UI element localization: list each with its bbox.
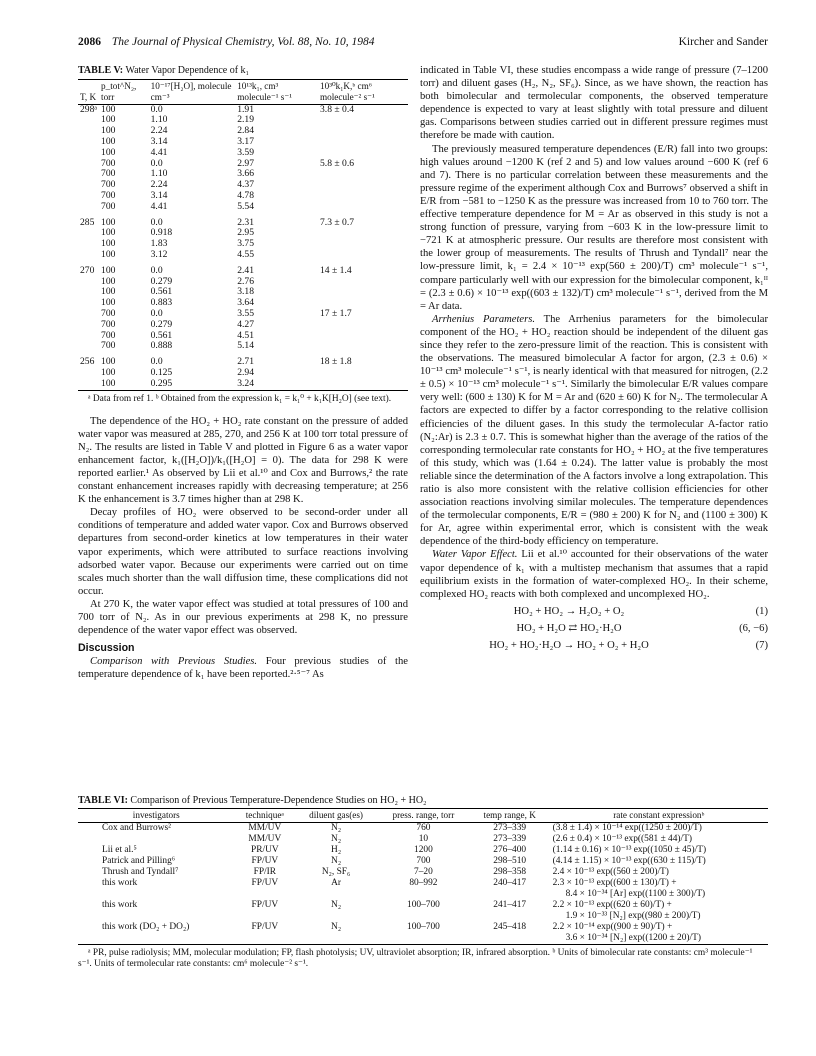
table-row (78, 922, 768, 933)
table6-cell: N₂ (331, 922, 342, 932)
table5-cell: 0.918 (150, 227, 173, 239)
table5-cell: 0.0 (150, 264, 163, 276)
table5-cell: 3.14 (150, 190, 168, 202)
table5-cell (318, 379, 408, 390)
table6-cell: N₂ (331, 900, 342, 910)
table6-cell: this work (DO₂ + DO₂) (102, 922, 190, 932)
table5-cell: 285 (80, 216, 95, 228)
table5-cell (318, 115, 408, 126)
paragraph: Water Vapor Effect. Lii et al.¹⁰ accounted for their observations of the water vapor dependence of k₁ with a multistep mechanism that assumes that a rapid equilibrium exists in the formation of water-complexed HO₂. In their scheme, complexed HO₂ reacts with both complexed and uncomplexed HO₂. (420, 549, 768, 600)
table6-cell: 1.9 × 10⁻³³ [N₂] exp((980 ± 200)/T) (565, 911, 701, 921)
table6-cell: 7–20 (414, 867, 433, 877)
table5-cell (318, 228, 408, 239)
table5-cell: 3.55 (237, 308, 254, 320)
table5-cell: 100 (101, 377, 116, 389)
table5-cell (318, 250, 408, 261)
table6-header-cell: press. range, torr (377, 809, 470, 823)
table5-cell (318, 169, 408, 180)
table6-cell: this work (102, 900, 138, 910)
right-column (420, 64, 768, 656)
table6-cell: 276–400 (493, 845, 527, 855)
table5-cell (78, 320, 99, 331)
paragraph: Comparison with Previous Studies. Four previous studies of the temperature dependence of k₁ have been reported.²·⁵⁻⁷ As (78, 656, 408, 681)
table5-cell: 5.54 (237, 200, 254, 212)
table5-header-cell: 10⁻¹⁷[H₂O], molecule cm⁻³ (149, 80, 236, 105)
equation: HO₂ + HO₂ → H₂O₂ + O₂ (1) (513, 605, 768, 617)
table5-cell (318, 277, 408, 288)
table5-cell: 0.0 (150, 216, 163, 228)
table5-cell: 100 (101, 103, 116, 115)
table6-cell: 298–358 (493, 867, 527, 877)
table-row (78, 213, 408, 229)
table6-cell: FP/UV (251, 856, 279, 866)
table5-cell: 2.19 (237, 114, 254, 126)
table5-cell: 1.10 (150, 114, 168, 126)
table-row (78, 834, 768, 845)
table5-cell: 3.66 (237, 168, 254, 180)
table5-cell: 100 (101, 227, 116, 239)
table6-cell: MM/UV (248, 823, 282, 833)
table5-cell: 0.295 (150, 377, 173, 389)
table6-cell (470, 933, 550, 945)
table5-cell: 298ᵃ (80, 103, 98, 115)
table5-cell: 100 (101, 114, 116, 126)
table5-cell: 1.91 (237, 103, 254, 115)
table5-cell: 100 (101, 356, 116, 368)
table6-cell: 241–417 (493, 900, 527, 910)
table-row (78, 320, 408, 331)
table5-cell (318, 191, 408, 202)
table6-cell (295, 889, 377, 900)
table-row (78, 878, 768, 889)
table5-caption: TABLE V: Water Vapor Dependence of k₁ (78, 65, 250, 76)
table6-cell: FP/UV (251, 922, 279, 932)
table5-cell (78, 159, 99, 170)
table5-cell: 3.17 (237, 136, 254, 148)
table5-cell (318, 341, 408, 352)
table-row (78, 379, 408, 390)
paragraph: Decay profiles of HO₂ were observed to be second-order under all conditions of temperature and added water vapor. Cox and Burrows observed departures from second-order kinetics at low temperatures in their water vapor experiments, which were attributed to surface reactions involving adsorbed water vapor. Because our experiments were carried out on time scales much shorter than the wall diffusion time, these complications did not occur. (78, 507, 408, 597)
table5-cell: 0.0 (150, 157, 163, 169)
table5-cell (78, 202, 99, 213)
table5-cell (318, 368, 408, 379)
table5-cell: 700 (101, 179, 116, 191)
table5-header-cell: p_tot^N₂, torr (99, 80, 149, 105)
table5-cell: 3.59 (237, 146, 254, 158)
table5-cell: 4.27 (237, 318, 254, 330)
table5-cell: 2.41 (237, 264, 254, 276)
table5-cell: 2.24 (150, 179, 168, 191)
table5-cell (78, 228, 99, 239)
table5-cell: 0.0 (150, 103, 163, 115)
table6-cell: H₂ (331, 845, 342, 855)
table6-cell (377, 933, 470, 945)
table-row (78, 250, 408, 261)
table6-cell: Lii et al.⁵ (102, 845, 137, 855)
table5-cell: 100 (101, 286, 116, 298)
table5-cell: 0.561 (150, 329, 173, 341)
table5-cell (78, 180, 99, 191)
table6-cell: 10 (418, 834, 429, 844)
table6-cell (470, 911, 550, 922)
table5-cell: 700 (101, 190, 116, 202)
table6-header-cell: diluent gas(es) (295, 809, 377, 823)
table6-cell: N₂ (331, 823, 342, 833)
table5-cell: 700 (101, 340, 116, 352)
table5-cell: 100 (101, 136, 116, 148)
table6-cell (377, 889, 470, 900)
table5-cell: 2.31 (237, 216, 254, 228)
table6-caption: TABLE VI: Comparison of Previous Temperature-Dependence Studies on HO₂ + HO₂ (78, 795, 427, 806)
table5-cell: 100 (101, 249, 116, 261)
table6-cell: 240–417 (493, 878, 527, 888)
table5-cell: 700 (101, 329, 116, 341)
discussion-heading: Discussion (78, 642, 135, 655)
table6-cell: 273–339 (493, 823, 527, 833)
table5-cell: 700 (101, 157, 116, 169)
table5-cell (78, 298, 99, 309)
table5-cell (78, 126, 99, 137)
paragraph: The dependence of the HO₂ + HO₂ rate constant on the pressure of added water vapor was measured at 285, 270, and 256 K at 100 torr total pressure of N₂. The results are listed in Table V and plotted in Figure 6 as a water vapor enhancement factor, k₁([H₂O])/k₁([H₂O] = 0). The data for 298 K were reported earlier.¹ As observed by Lii et al.¹⁰ and Cox and Burrows,² the rate constant enhancement increases rapidly with decreasing temperature; at 256 K the enhancement is 3.7 times higher than at 298 K. (78, 415, 408, 506)
table5-cell: 2.84 (237, 125, 254, 137)
table-row (78, 900, 768, 911)
table5-cell: 700 (101, 168, 116, 180)
table5-cell (78, 148, 99, 159)
page-number: 2086 (78, 36, 101, 48)
table6-cell (295, 911, 377, 922)
table5-cell (318, 180, 408, 191)
table6-cell (235, 889, 296, 900)
table5-cell: 3.12 (150, 249, 168, 261)
table5-cell: 3.75 (237, 238, 254, 250)
table5-cell: 0.125 (150, 367, 173, 379)
table5-cell: 0.0 (150, 308, 163, 320)
table5-cell: 4.37 (237, 179, 254, 191)
table5-cell: 700 (101, 308, 116, 320)
table6-cell (470, 889, 550, 900)
table5-cell: 700 (101, 200, 116, 212)
journal-name: The Journal of Physical Chemistry, Vol. 88, No. 10, 1984 (111, 36, 375, 48)
table6-cell: 2.2 × 10⁻¹³ exp((620 ± 60)/T) + (552, 900, 672, 910)
table-row (78, 261, 408, 277)
table6-cell: 298–510 (493, 856, 527, 866)
table6-block (78, 795, 768, 970)
table6-cell: (3.8 ± 1.4) × 10⁻¹⁴ exp((1250 ± 200)/T) (552, 823, 702, 833)
table6-cell: 760 (416, 823, 431, 833)
table6-cell: FP/IR (253, 867, 277, 877)
table5-cell: 0.561 (150, 286, 173, 298)
table5-cell: 3.8 ± 0.4 (320, 103, 355, 115)
table6-cell: N₂, SF₆ (321, 867, 351, 877)
table6-cell: Ar (331, 878, 342, 888)
table-row (78, 933, 768, 945)
table5-cell (78, 341, 99, 352)
table5-cell (78, 368, 99, 379)
table6-cell (78, 834, 235, 845)
table6-cell: 245–418 (493, 922, 527, 932)
table5-cell (78, 309, 99, 320)
table6-cell: 100–700 (407, 900, 440, 910)
table6-cell: FP/UV (251, 878, 279, 888)
table-row (78, 823, 768, 835)
table5-cell: 4.55 (237, 249, 254, 261)
table6-cell (377, 911, 470, 922)
table5-cell (318, 126, 408, 137)
table5-cell: 0.883 (150, 297, 173, 309)
paragraph: indicated in Table VI, these studies encompass a wide range of pressure (7–1200 torr) and diluent gases (H₂, N₂, SF₆). Since, as we have shown, the reaction has both bimolecular and termolecular components, the observed temperature dependence is expected to vary at least slightly with total pressure and diluent gas. Comparisons between studies carried out in different pressure regimes must therefore be made with caution. (420, 65, 768, 142)
table5-cell: 3.14 (150, 136, 168, 148)
table5-cell (78, 239, 99, 250)
table-row (78, 202, 408, 213)
table5-cell: 100 (101, 238, 116, 250)
table6-cell: this work (102, 878, 138, 888)
paragraph: The previously measured temperature dependences (E/R) fall into two groups: high values around −1200 K (ref 2 and 5) and low values around −600 K (ref 6 and 7). There is no particular correlation between these measurements and the pressure regime of the experiment although Cox and Burrows⁷ observed a shift in E/R from −581 to −1250 K as the pressure was increased from 10 to 760 torr. The effective temperature dependence for M = Ar as observed in this study is not a strong function of pressure, varying from −603 K in the low-pressure limit to −721 K at atmospheric pressure. Our results are therefore most consistent with the lower group of measurements. The results of Thrush and Tyndall⁷ near the low-pressure limit, k₁ = 2.4 × 10⁻¹³ exp(560 ± 200)/T) cm³ molecule⁻¹ s⁻¹, compare particularly well with our expression for the bimolecular component, k₁ᴵᴵ = (2.3 ± 0.6) × 10⁻¹³ exp((603 ± 132)/T) cm³ molecule⁻¹ s⁻¹, derived from the M = Ar data. (420, 143, 768, 312)
table6-cell (235, 933, 296, 945)
table6-header-cell: techniqueᵃ (235, 809, 296, 823)
table5-cell: 1.83 (150, 238, 168, 250)
table5-cell: 0.888 (150, 340, 173, 352)
table6-cell: N₂ (331, 834, 342, 844)
table5-cell (78, 331, 99, 342)
table5-cell (318, 202, 408, 213)
table5-cell: 17 ± 1.7 (320, 308, 352, 320)
table5-cell: 100 (101, 297, 116, 309)
table5-cell: 2.76 (237, 275, 254, 287)
table6-cell (78, 933, 235, 945)
table5-cell (318, 239, 408, 250)
table5-cell: 2.94 (237, 367, 254, 379)
table6-cell: Cox and Burrows² (102, 823, 171, 833)
table6-footnote: ᵃ PR, pulse radiolysis; MM, molecular modulation; FP, flash photolysis; UV, ultraviolet absorption; IR, infrared absorption. ᵇ Units of bimolecular rate constants: cm³ molecule⁻¹ s⁻¹. Units of termolecular rate constants: cm⁶ molecule⁻² s⁻¹. (78, 948, 753, 969)
table5-cell (78, 191, 99, 202)
table6-cell: 80–992 (409, 878, 438, 888)
table6-header-cell: rate constant expressionᵇ (550, 809, 768, 823)
table5-cell: 100 (101, 264, 116, 276)
table6-cell (78, 889, 235, 900)
table6-cell: 2.3 × 10⁻¹³ exp((600 ± 130)/T) + (552, 878, 677, 888)
table5-cell: 3.64 (237, 297, 254, 309)
paragraph: Arrhenius Parameters. The Arrhenius parameters for the bimolecular component of the HO₂ + HO₂ reaction should be independent of the diluent gas since they refer to the zero-pressure limit of the reaction. This is consistent with the observations. The measured bimolecular A factor for argon, (2.3 ± 0.6) × 10⁻¹³ cm³ molecule⁻¹ s⁻¹, is nearly identical with that measured for nitrogen, (2.2 ± 0.5) × 10⁻¹³ cm³ molecule⁻¹ s⁻¹. Similarly the bimolecular E/R values compare very well: (600 ± 130) K for M = Ar and (620 ± 60) K for N₂. The termolecular A factors are expected to differ by a factor corresponding to the relative collision efficiencies of the diluent gases. In this study the termolecular A-factor ratio (N₂:Ar) is 2.3 ± 0.7. This is somewhat higher than the average of the ratios of the corresponding termolecular rate constants for HO₂ + HO₂ at the five temperatures of this study, which was (1.64 ± 0.24). The latter value is probably the most reliable since the determination of the A factors involve a long extrapolation. This ratio is also more consistent with the relative collision efficiencies for other association reactions involving similar molecules. The temperature dependences of the termolecular components, E/R = (980 ± 200) K for N₂ and (1100 ± 300) K for Ar, agree within experimental error, which is consistent with the weak dependence of the third-body efficiency on temperature. (420, 313, 768, 548)
table5-cell: 4.78 (237, 190, 254, 202)
table5-cell: 7.3 ± 0.7 (320, 216, 355, 228)
table5-cell: 4.51 (237, 329, 254, 341)
table5-cell: 100 (101, 275, 116, 287)
table6-cell: FP/UV (251, 900, 279, 910)
table6-cell: 2.2 × 10⁻¹⁴ exp((900 ± 90)/T) + (552, 922, 673, 932)
table6-cell: 273–339 (493, 834, 527, 844)
table5-footnote: ᵃ Data from ref 1. ᵇ Obtained from the expression k₁ = k₁⁰ + k₁K[H₂O] (see text). (88, 393, 392, 404)
table5-cell: 3.18 (237, 286, 254, 298)
table-row (78, 845, 768, 856)
table6-cell: (4.14 ± 1.15) × 10⁻¹³ exp((630 ± 115)/T) (552, 856, 706, 866)
table5-cell: 4.41 (150, 200, 168, 212)
table5-cell: 14 ± 1.4 (320, 264, 352, 276)
table6-cell: 3.6 × 10⁻³⁴ [N₂] exp((1200 ± 20)/T) (565, 933, 701, 943)
table5-cell (318, 137, 408, 148)
table5-cell: 100 (101, 125, 116, 137)
equation: HO₂ + H₂O ⇄ HO₂·H₂O (6, −6) (516, 622, 768, 634)
table5-cell: 100 (101, 146, 116, 158)
table5-cell: 1.10 (150, 168, 168, 180)
table5-cell (78, 379, 99, 390)
table5-cell (318, 287, 408, 298)
table6-cell: PR/UV (251, 845, 279, 855)
table5-header-cell: 10³⁰k₁K,ᵇ cm⁶ molecule⁻² s⁻¹ (318, 80, 408, 105)
table6-cell: N₂ (331, 856, 342, 866)
table6-header-cell: investigators (78, 809, 235, 823)
table6-cell (295, 933, 377, 945)
table5-cell (318, 320, 408, 331)
table5-cell: 270 (80, 264, 95, 276)
table5-cell: 5.14 (237, 340, 254, 352)
table5-cell: 0.279 (150, 275, 173, 287)
table6-cell: (2.6 ± 0.4) × 10⁻¹³ exp((581 ± 44)/T) (552, 834, 693, 844)
table5-cell: 700 (101, 318, 116, 330)
table6-cell: 100–700 (407, 922, 440, 932)
table5-cell (78, 250, 99, 261)
table-row (78, 867, 768, 878)
table6-cell: 1200 (414, 845, 433, 855)
table5-cell: 2.24 (150, 125, 168, 137)
table5-header-cell: T, K (78, 80, 99, 105)
table6-cell: Thrush and Tyndall⁷ (102, 867, 179, 877)
table5-cell (78, 277, 99, 288)
table6-cell: MM/UV (248, 834, 282, 844)
table6-cell (235, 911, 296, 922)
table5-cell (78, 287, 99, 298)
paragraph: At 270 K, the water vapor effect was studied at total pressures of 100 and 700 torr of N₂. As in our previous experiments at 298 K, no pressure dependence of the water vapor effect was observed. (78, 598, 408, 637)
table5-cell: 0.0 (150, 356, 163, 368)
table5-cell: 256 (80, 356, 95, 368)
table5-cell: 18 ± 1.8 (320, 356, 352, 368)
left-column (78, 64, 408, 681)
table6-cell (78, 911, 235, 922)
table-row (78, 856, 768, 867)
table-row (78, 352, 408, 368)
table5-header-cell: 10¹³k₁, cm³ molecule⁻¹ s⁻¹ (235, 80, 318, 105)
table-row (78, 889, 768, 900)
table6-cell: 2.4 × 10⁻¹³ exp((560 ± 200)/T) (552, 867, 669, 877)
table-row (78, 341, 408, 352)
table6-header-cell: temp range, K (470, 809, 550, 823)
table5 (78, 79, 408, 391)
table5-cell (78, 169, 99, 180)
table6-cell: 700 (416, 856, 431, 866)
table6-cell: Patrick and Pilling⁶ (102, 856, 176, 866)
running-authors: Kircher and Sander (678, 36, 768, 48)
table6-cell: (1.14 ± 0.16) × 10⁻¹³ exp((1050 ± 45)/T) (552, 845, 707, 855)
table5-cell: 2.71 (237, 356, 254, 368)
table5-cell: 100 (101, 367, 116, 379)
table5-cell: 2.95 (237, 227, 254, 239)
table5-cell: 5.8 ± 0.6 (320, 157, 355, 169)
table5-cell: 2.97 (237, 157, 254, 169)
table5-cell (78, 137, 99, 148)
table5-cell: 0.279 (150, 318, 173, 330)
table5-cell (318, 331, 408, 342)
table5-cell (78, 115, 99, 126)
table5-cell: 3.24 (237, 377, 254, 389)
page-header (78, 36, 768, 48)
equation: HO₂ + HO₂·H₂O → HO₂ + O₂ + H₂O (7) (489, 640, 768, 652)
table6 (78, 808, 768, 945)
table6-cell: 8.4 × 10⁻³⁴ [Ar] exp((1100 ± 300)/T) (565, 889, 706, 899)
table-row (78, 911, 768, 922)
table5-cell: 4.41 (150, 146, 168, 158)
table5-cell: 100 (101, 216, 116, 228)
